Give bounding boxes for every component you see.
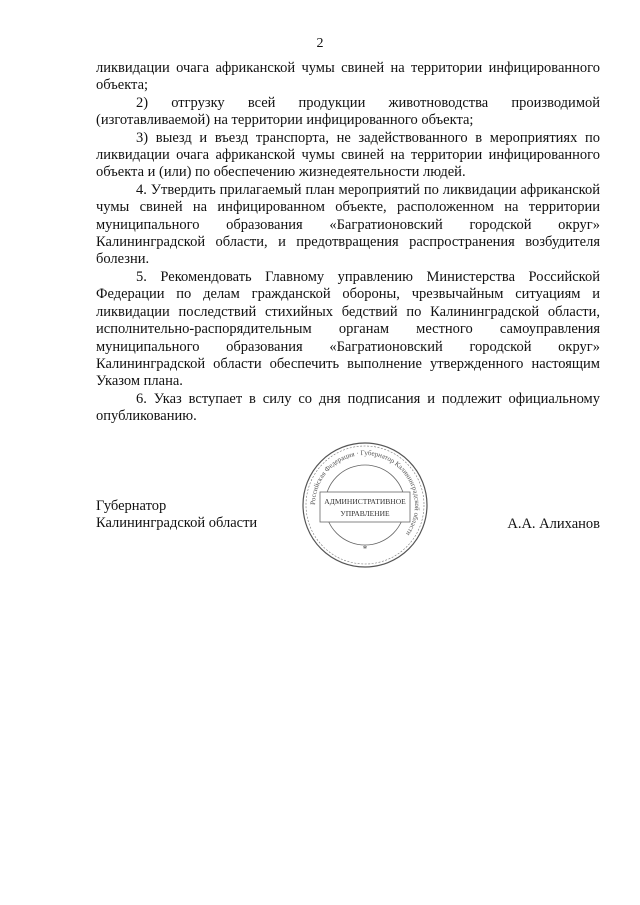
signature-title bbox=[96, 498, 257, 533]
seal-ring-text: Российская Федерация · Губернатор Калининградской области bbox=[308, 448, 422, 538]
signature-title-line2: Калининградской области bbox=[96, 515, 258, 532]
paragraph-5-recommend: 5. Рекомендовать Главному управлению Министерства Российской Федерации по делам гражданской обороны, чрезвычайным ситуациям и ликвидации последствий стихийных бедствий по Калининградской области, исполнительно-распорядительным органам местного самоуправления муниципального образования «Багратионовский городской округ» Калининградской области обеспечить выполнение утвержденного настоящим Указом плана. bbox=[96, 268, 600, 390]
paragraph-4-approve-plan: 4. Утвердить прилагаемый план мероприятий по ликвидации африканской чумы свиней на инфицированном объекте, расположенном на территории муниципального образования «Багратионовский городской округ» Калининградской области, и предотвращения распространения возбудителя болезни. bbox=[96, 181, 600, 268]
paragraph-item-2: 2) отгрузку всей продукции животноводства производимой (изготавливаемой) на территории инфицированного объекта; bbox=[96, 94, 600, 129]
paragraph-item-3: 3) выезд и въезд транспорта, не задействованного в мероприятиях по ликвидации очага африканской чумы свиней на территории инфицированного объекта и (или) по обеспечению жизнедеятельности людей. bbox=[96, 129, 600, 181]
page-number: 2 bbox=[316, 36, 324, 51]
paragraph-6-effective: 6. Указ вступает в силу со дня подписания и подлежит официальному опубликованию. bbox=[96, 390, 600, 425]
paragraph-continuation: ликвидации очага африканской чумы свиней на территории инфицированного объекта; bbox=[96, 60, 600, 94]
signature-title-line1: Губернатор bbox=[96, 498, 167, 514]
official-seal bbox=[300, 440, 430, 570]
document-body bbox=[96, 60, 600, 426]
seal-center-line2: УПРАВЛЕНИЕ bbox=[340, 509, 390, 518]
seal-star: * bbox=[362, 544, 368, 554]
seal-graphic bbox=[300, 440, 430, 570]
signatory-name: А.А. Алиханов bbox=[507, 516, 600, 532]
seal-center-line1: АДМИНИСТРАТИВНОЕ bbox=[324, 497, 406, 506]
